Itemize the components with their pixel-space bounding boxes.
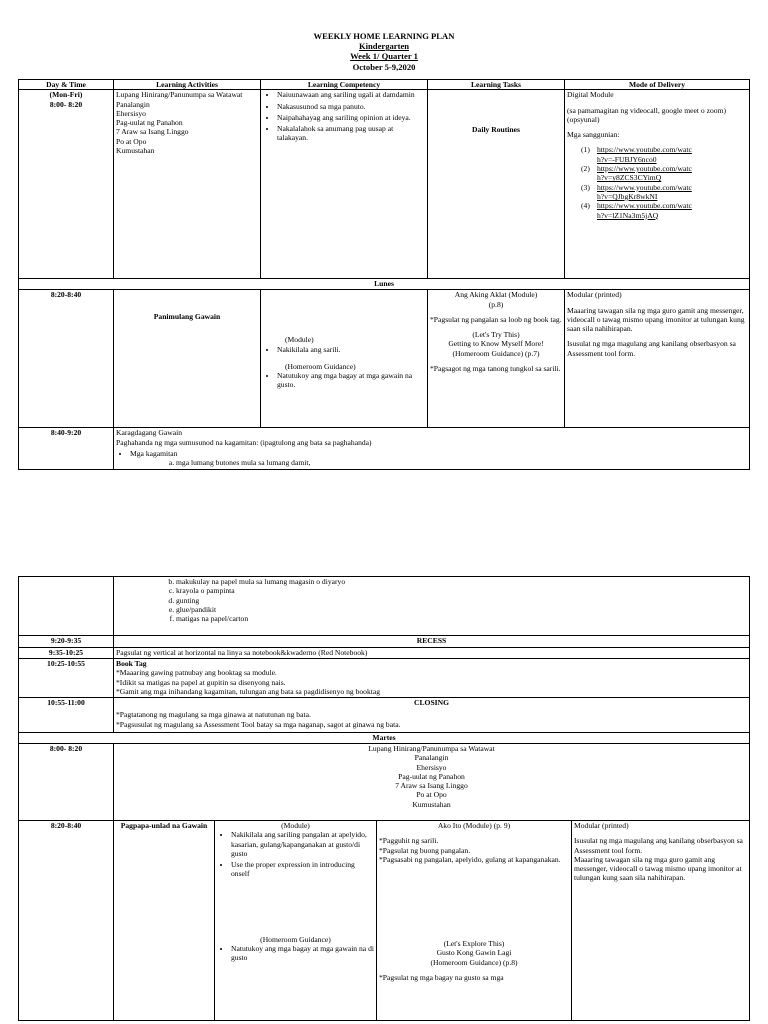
competency-cell: • Naiuunawaan ang sariling ugali at damdamin • Nakasusunod sa mga panuto. • Naipahahayag ang sariling opinion at ideya. • Nakalalahok sa anumang pag uusap at talakayan. [261, 90, 428, 279]
routine-cell: Lupang Hinirang/Panunumpa sa Watawat Panalangin Ehersisyo Pag-uulat ng Panahon 7 Araw sa Isang Linggo Po at Opo Kumustahan [114, 744, 750, 821]
time-cell: 8:00- 8:20 [19, 744, 114, 821]
col-header-competency: Learning Competency [261, 80, 428, 90]
time-cell: 8:20-8:40 [19, 821, 114, 1021]
writing-activity-cell: Pagsulat ng vertical at horizontal na linya sa notebook&kwaderno (Red Notebook) [114, 648, 750, 659]
delivery-cell: Modular (printed) Maaaring tawagan sila ng mga guro gamit ang messenger, videocall o tawag mismo upang imonitor at tulungan kung saan sila nahihirapan. Isusulat ng mga magulang ang kanilang obserbasyon sa Assessment tool form. [565, 290, 750, 428]
closing-cell: CLOSING *Pagtatanong ng magulang sa mga ginawa at natutunan ng bata. *Pagsusulat ng magulang sa Assessment Tool batay sa mga naganap, sagot at ginawa ng bata. [114, 698, 750, 733]
tasks-cell: Daily Routines [428, 90, 565, 279]
table-row [19, 428, 750, 470]
reference-link-3[interactable]: (3) https://www.youtube.com/watc h?v=QJbgKr8wkNI [581, 182, 692, 201]
table-row [19, 648, 750, 659]
recess-label: RECESS [114, 636, 750, 648]
plan-title: WEEKLY HOME LEARNING PLAN [313, 31, 455, 41]
competency-cell: (Module) • Nakikilala ang sarili. (Homeroom Guidance) • Natutukoy ang mga bagay at mga gawain na gusto. [261, 290, 428, 428]
table-row [19, 659, 750, 698]
day-label-lunes: Lunes [19, 279, 750, 290]
materials-cont-cell: b. makukulay na papel mula sa lumang magasin o diyaryo c. krayola o pampinta d. gunting e. glue/pandikit f. matigas na papel/carton [114, 577, 750, 636]
plan-table-page-2 [18, 576, 750, 1021]
time-cell: 9:20-9:35 [19, 636, 114, 648]
header-row [19, 80, 750, 90]
extra-activity-cell: Karagdagang Gawain Paghahanda ng mga sumusunod na kagamitan: (ipagtulong ang bata sa paghahanda) • Mga kagamitan a. mga lumang butones mula sa lumang damit, [114, 428, 750, 470]
table-row [19, 90, 750, 279]
table-row [19, 577, 750, 636]
table-row [19, 821, 750, 1021]
tasks-cell: Ang Aking Aklat (Module) (p.8) *Pagsulat ng pangalan sa loob ng book tag. (Let's Try This) Getting to Know Myself More! (Homeroom Guidance) (p.7) *Pagsagot ng mga tanong tungkol sa sarili. [428, 290, 565, 428]
plan-level: Kindergarten [358, 41, 410, 52]
reference-link-2[interactable]: (2) https://www.youtube.com/watc h?v=y8ZCS3CYimQ [581, 164, 692, 183]
table-row [19, 698, 750, 733]
table-row [19, 636, 750, 648]
table-row [19, 290, 750, 428]
table-row [19, 744, 750, 821]
day-time-cell: (Mon-Fri) 8:00- 8:20 [19, 90, 114, 279]
time-cell: 8:20-8:40 [19, 290, 114, 428]
col-header-activities: Learning Activities [114, 80, 261, 90]
activities-cell: Lupang Hinirang/Panunumpa sa Watawat Panalangin Ehersisyo Pag-uulat ng Panahon 7 Araw sa Isang Linggo Po at Opo Kumustahan [114, 90, 261, 279]
plan-week: Week 1/ Quarter 1 [350, 51, 418, 62]
reference-link-1[interactable]: (1) https://www.youtube.com/watc h?v=-FUBJY6nco0 [581, 145, 692, 164]
plan-table-page-1 [18, 79, 750, 470]
plan-dates: October 5-9,2020 [352, 61, 416, 72]
booktag-cell: Book Tag *Maaaring gawing patnubay ang booktag sa module. *Idikit sa matigas na papel at gupitin sa disenyong nais. *Gamit ang mga inihandang kagamitan, tulungan ang bata sa pagdidisenyo ng booktag [114, 659, 750, 698]
activity-cell: Pagpapa-unlad na Gawain [114, 821, 215, 1021]
delivery-cell: Digital Module (sa pamamagitan ng videocall, google meet o zoom) (opsyunal) Mga sanggunian: (1) https://www.youtube.com/watc h?v=-FUBJY6nco0 (2) https://www.youtube.com/watc h?v=y8ZCS3CYimQ (3) https://www.youtube.com/watc h?v=QJbgKr8wkNI (4) https://www.youtube.com/watc h?v=lZ1Na3m5jAQ [565, 90, 750, 279]
col-header-delivery: Mode of Delivery [565, 80, 750, 90]
day-row-lunes [19, 279, 750, 290]
competency-cell: (Module) • Nakikilala ang sariling pangalan at apelyido, kasarian, gulang/kapanganakan at gusto/di gusto • Use the proper expression in introducing onself (Homeroom Guidance) • Natutukoy ang mga bagay at mga gawain na di gusto [215, 821, 377, 1021]
col-header-tasks: Learning Tasks [428, 80, 565, 90]
day-label-martes: Martes [19, 733, 750, 744]
col-header-day-time: Day & Time [19, 80, 114, 90]
delivery-cell: Modular (printed) Isusulat ng mga magulang ang kanilang obserbasyon sa Assessment tool form. Maaaring tawagan sila ng mga guro gamit ang messenger, videocall o tawag mismo upang imonitor at tulungan kung saan sila nahihirapan. [572, 821, 750, 1021]
time-cell: 10:25-10:55 [19, 659, 114, 698]
activity-cell: Panimulang Gawain [114, 290, 261, 428]
time-cell: 10:55-11:00 [19, 698, 114, 733]
time-cell: 8:40-9:20 [19, 428, 114, 470]
reference-link-4[interactable]: (4) https://www.youtube.com/watc h?v=lZ1Na3m5jAQ [581, 201, 692, 220]
time-cell [19, 577, 114, 636]
time-cell: 9:35-10:25 [19, 648, 114, 659]
tasks-cell: Ako Ito (Module) (p. 9) *Pagguhit ng sarili. *Pagsulat ng buong pangalan. *Pagsasabi ng pangalan, apelyido, gulang at kapanganakan. (Let's Explore This) Gusto Kong Gawin Lagi (Homeroom Guidance) (p.8) *Pagsulat ng mga bagay na gusto sa mga [377, 821, 572, 1021]
plan-header [0, 31, 768, 72]
day-row-martes [19, 733, 750, 744]
